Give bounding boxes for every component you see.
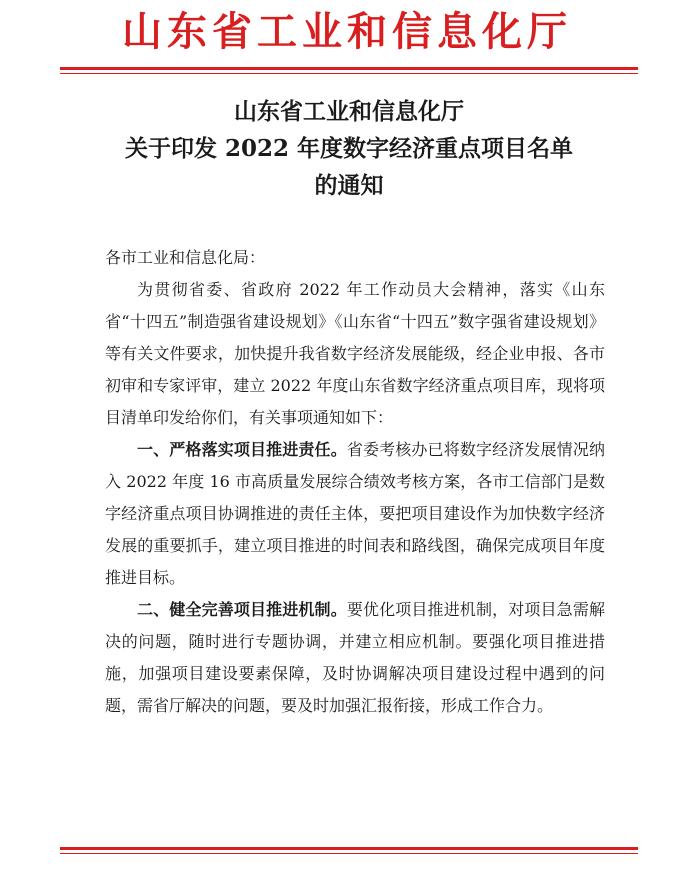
footer-red-rule-thick	[60, 847, 638, 850]
title-line-2: 关于印发 2022 年度数字经济重点项目名单	[124, 135, 574, 162]
document-body	[105, 242, 605, 722]
section-2-text: 要优化项目推进机制，对项目急需解决的问题，随时进行专题协调，并建立相应机制。要强化项目推进措施，加强项目建设要素保障，及时协调解决项目建设过程中遇到的问题，需省厅解决的问题，要及时加强汇报衔接，形成工作合力。	[105, 600, 605, 715]
intro-paragraph: 为贯彻省委、省政府 2022 年工作动员大会精神，落实《山东省“十四五”制造强省建设规划》《山东省“十四五”数字强省建设规划》等有关文件要求，加快提升我省数字经济发展能级，经企业申报、各市初审和专家评审，建立 2022 年度山东省数字经济重点项目库，现将项目清单印发给你们，有关事项通知如下：	[105, 280, 605, 427]
section-1-text: 省委考核办已将数字经济发展情况纳入 2022 年度 16 市高质量发展综合绩效考核方案，各市工信部门是数字经济重点项目协调推进的责任主体，要把项目建设作为加快数字经济发展的重要抓手，建立项目推进的时间表和路线图，确保完成项目年度推进目标。	[105, 440, 605, 587]
header-red-rule-thin	[60, 73, 638, 74]
section-1-paragraph	[105, 434, 605, 594]
salutation: 各市工业和信息化局：	[105, 248, 266, 267]
section-1-heading: 一、严格落实项目推进责任。	[137, 440, 347, 459]
title-line-3: 的通知	[314, 172, 384, 199]
section-2-paragraph	[105, 594, 605, 722]
document-title	[60, 93, 638, 204]
footer-red-rule-thin	[60, 853, 638, 854]
section-2-heading: 二、健全完善项目推进机制。	[137, 600, 347, 619]
title-line-1: 山东省工业和信息化厅	[234, 98, 464, 125]
document-header-org-name: 山东省工业和信息化厅	[122, 9, 572, 55]
header-red-rule-thick	[60, 67, 638, 70]
